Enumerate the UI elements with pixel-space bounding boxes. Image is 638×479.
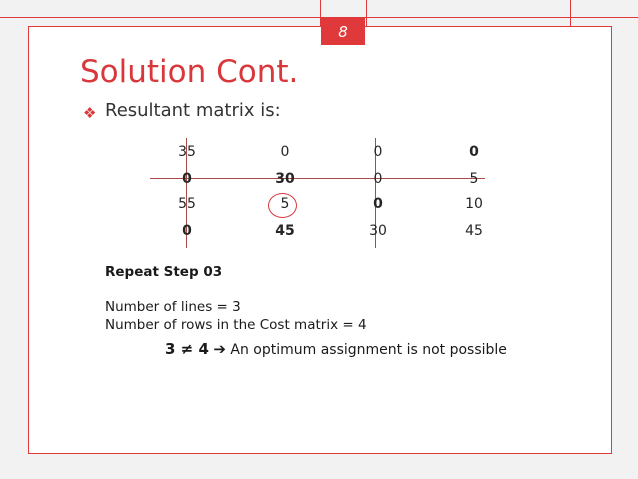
matrix-cell: 10 xyxy=(465,196,483,212)
bullet-text: Resultant matrix is: xyxy=(105,100,281,121)
inequality-text: 3 ≠ 4 xyxy=(165,340,209,358)
page-number xyxy=(321,18,365,45)
matrix-cell: 0 xyxy=(373,144,383,160)
matrix-cell: 45 xyxy=(465,223,483,239)
slide-title: Solution Cont. xyxy=(80,54,299,90)
slide-frame xyxy=(28,26,612,454)
conclusion-line xyxy=(165,340,507,358)
matrix-cell: 45 xyxy=(275,223,295,239)
rows-count-text: Number of rows in the Cost matrix = 4 xyxy=(105,317,367,333)
matrix-cell: 0 xyxy=(182,223,192,239)
matrix-cell: 0 xyxy=(373,171,383,187)
arrow-right-icon: ➔ xyxy=(213,340,226,358)
page-number-text: 8 xyxy=(338,22,348,41)
lines-count-text: Number of lines = 3 xyxy=(105,299,241,315)
matrix-cell: 30 xyxy=(275,171,295,187)
matrix-cell: 0 xyxy=(280,144,290,160)
matrix-cell: 0 xyxy=(373,196,383,212)
matrix-cell: 30 xyxy=(369,223,387,239)
header-rule xyxy=(0,17,638,18)
matrix-cell: 35 xyxy=(178,144,196,160)
matrix-cell: 55 xyxy=(178,196,196,212)
bullet-diamond-icon: ❖ xyxy=(83,104,97,122)
matrix-cell: 0 xyxy=(182,171,192,187)
matrix-cell: 5 xyxy=(280,196,290,212)
conclusion-text: An optimum assignment is not possible xyxy=(225,342,507,358)
matrix-cell: 0 xyxy=(469,144,479,160)
step-heading: Repeat Step 03 xyxy=(105,264,223,280)
matrix-cell: 5 xyxy=(469,171,479,187)
